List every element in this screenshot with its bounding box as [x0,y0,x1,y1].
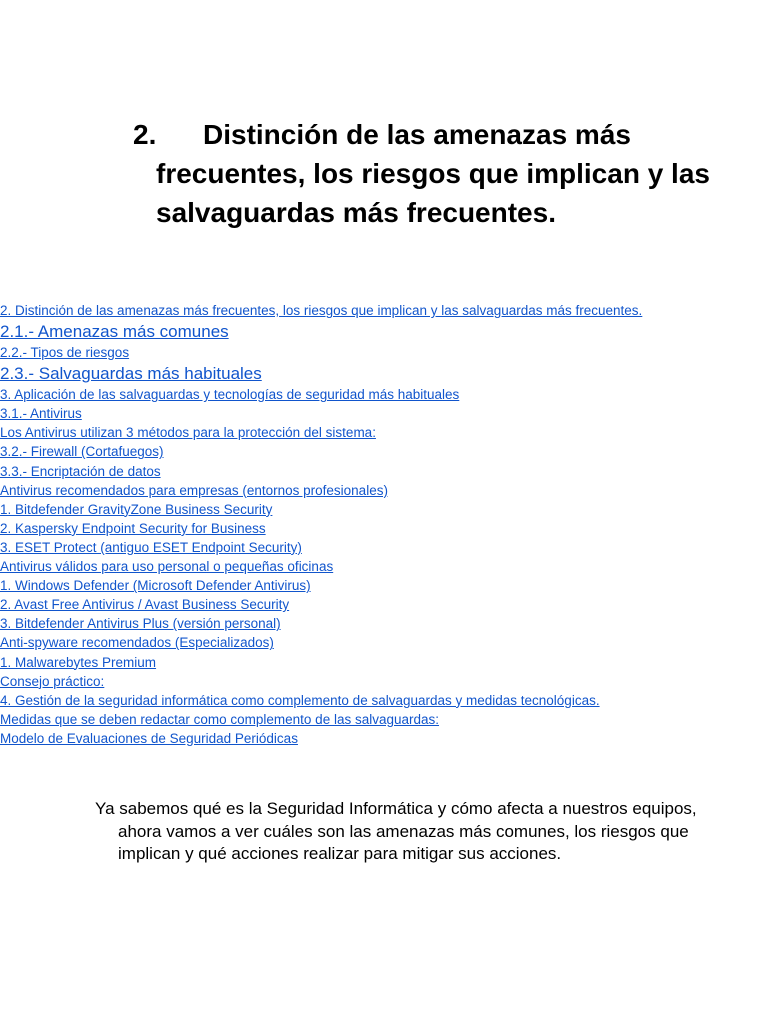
toc-link-kaspersky[interactable]: 2. Kaspersky Endpoint Security for Business [0,520,266,536]
toc-link-malwarebytes[interactable]: 1. Malwarebytes Premium [0,654,157,670]
toc-link-windows-defender[interactable]: 1. Windows Defender (Microsoft Defender Antivirus) [0,578,311,594]
toc-link-section-3[interactable]: 3. Aplicación de las salvaguardas y tecnologías de seguridad más habituales [0,387,460,403]
toc-item [0,387,768,403]
toc-item [0,712,768,728]
toc-item [0,364,768,384]
intro-paragraph: Ya sabemos qué es la Seguridad Informática y cómo afecta a nuestros equipos, ahora vamos a ver cuáles son las amenazas más comunes, los riesgos que implican y qué acciones realizar para mitigar sus acciones. [95,799,697,863]
toc-link-personal-antivirus[interactable]: Antivirus válidos para uso personal o pequeñas oficinas [0,559,334,575]
toc-item [0,406,768,422]
toc-item [0,502,768,518]
toc-link-business-antivirus[interactable]: Antivirus recomendados para empresas (entornos profesionales) [0,482,388,498]
toc-link-anti-spyware[interactable]: Anti-spyware recomendados (Especializados) [0,635,274,651]
toc-link-section-2[interactable]: 2. Distinción de las amenazas más frecuentes, los riesgos que implican y las salvaguardas más frecuentes. [0,303,643,318]
toc-link-antivirus-methods[interactable]: Los Antivirus utilizan 3 métodos para la protección del sistema: [0,425,376,441]
toc-link-bitdefender-gravityzone[interactable]: 1. Bitdefender GravityZone Business Security [0,501,273,517]
toc-item [0,635,768,651]
toc-item [0,616,768,632]
toc-link-medidas[interactable]: Medidas que se deben redactar como complemento de las salvaguardas: [0,711,440,727]
toc-link-3-3[interactable]: 3.3.- Encriptación de datos [0,463,161,479]
toc-link-eset[interactable]: 3. ESET Protect (antiguo ESET Endpoint Security) [0,539,302,555]
table-of-contents [0,303,768,746]
toc-item [0,731,768,747]
section-heading [133,115,716,232]
toc-item [0,674,768,690]
toc-link-consejo[interactable]: Consejo práctico: [0,673,105,689]
toc-link-3-2[interactable]: 3.2.- Firewall (Cortafuegos) [0,444,164,460]
toc-item [0,521,768,537]
toc-link-avast[interactable]: 2. Avast Free Antivirus / Avast Business Security [0,597,290,613]
toc-item [0,303,768,319]
toc-link-bitdefender-plus[interactable]: 3. Bitdefender Antivirus Plus (versión personal) [0,616,281,632]
toc-item [0,483,768,499]
toc-link-2-1[interactable]: 2.1.- Amenazas más comunes [0,321,229,341]
toc-item [0,559,768,575]
toc-link-2-2[interactable]: 2.2.- Tipos de riesgos [0,345,130,361]
toc-link-section-4[interactable]: 4. Gestión de la seguridad informática como complemento de salvaguardas y medidas tecnológicas. [0,692,600,708]
section-title: Distinción de las amenazas más frecuentes, los riesgos que implican y las salvaguardas más frecuentes. [156,119,710,228]
toc-item [0,345,768,361]
toc-item [0,597,768,613]
toc-item [0,444,768,460]
toc-link-modelo-evaluaciones[interactable]: Modelo de Evaluaciones de Seguridad Periódicas [0,730,298,746]
toc-item [0,464,768,480]
section-number: 2. [133,119,157,150]
toc-item [0,425,768,441]
toc-link-2-3[interactable]: 2.3.- Salvaguardas más habituales [0,363,262,383]
toc-link-3-1[interactable]: 3.1.- Antivirus [0,406,82,422]
toc-item [0,578,768,594]
toc-item [0,655,768,671]
toc-item [0,693,768,709]
toc-item [0,540,768,556]
toc-item [0,322,768,342]
